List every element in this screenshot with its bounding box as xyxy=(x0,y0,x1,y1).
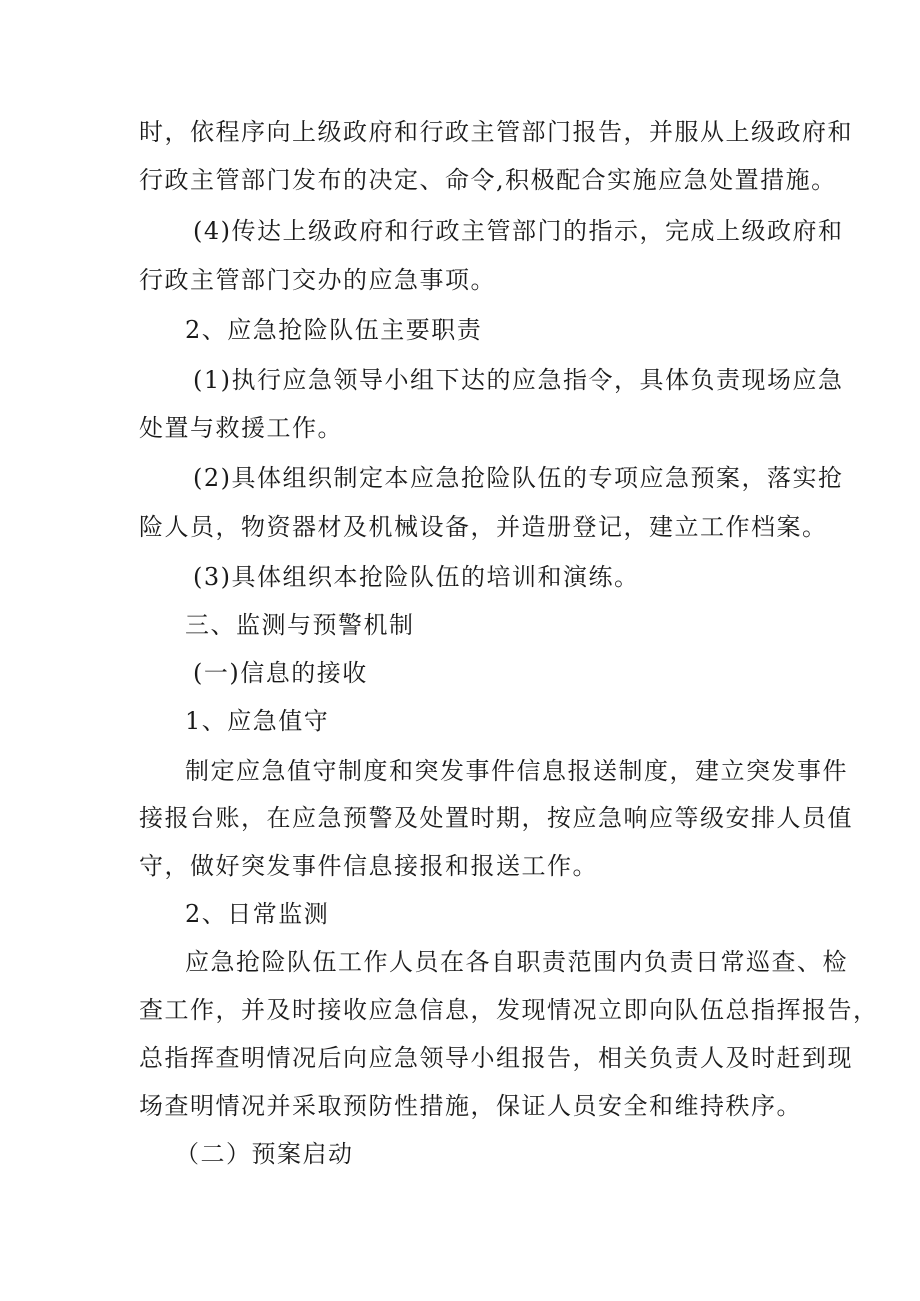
section-heading: 2、应急抢险队伍主要职责 xyxy=(185,316,483,344)
paragraph-line: 场查明情况并采取预防性措施，保证人员安全和维持秩序。 xyxy=(139,1092,802,1120)
paragraph-line: 时，依程序向上级政府和行政主管部门报告，并服从上级政府和 xyxy=(139,118,853,146)
paragraph-line: (4)传达上级政府和行政主管部门的指示，完成上级政府和 xyxy=(193,217,844,245)
paragraph-line: (3)具体组织本抢险队伍的培训和演练。 xyxy=(193,563,640,591)
paragraph-line: (2)具体组织制定本应急抢险队伍的专项应急预案，落实抢 xyxy=(193,464,844,492)
paragraph-line: 行政主管部门发布的决定、命令,积极配合实施应急处置措施。 xyxy=(139,166,837,194)
paragraph-line: 守，做好突发事件信息接报和报送工作。 xyxy=(139,852,598,880)
paragraph-line: 应急抢险队伍工作人员在各自职责范围内负责日常巡查、检 xyxy=(185,948,848,976)
paragraph-line: 总指挥查明情况后向应急领导小组报告，相关负责人及时赶到现 xyxy=(139,1044,853,1072)
section-heading: 三、监测与预警机制 xyxy=(185,611,415,639)
paragraph-line: 行政主管部门交办的应急事项。 xyxy=(139,266,496,294)
section-heading: 2、日常监测 xyxy=(185,900,330,928)
subsection-heading: (一)信息的接收 xyxy=(193,659,368,687)
paragraph-line: 接报台账，在应急预警及处置时期，按应急响应等级安排人员值 xyxy=(139,804,853,832)
paragraph-line: 查工作，并及时接收应急信息，发现情况立即向队伍总指挥报告， xyxy=(139,996,879,1024)
paragraph-line: (1)执行应急领导小组下达的应急指令，具体负责现场应急 xyxy=(193,366,844,394)
paragraph-line: 制定应急值守制度和突发事件信息报送制度，建立突发事件 xyxy=(185,757,848,785)
section-heading: 1、应急值守 xyxy=(185,707,330,735)
paragraph-line: 处置与救援工作。 xyxy=(139,414,343,442)
paragraph-line: 险人员，物资器材及机械设备，并造册登记，建立工作档案。 xyxy=(139,513,828,541)
subsection-heading: （二）预案启动 xyxy=(175,1140,354,1168)
